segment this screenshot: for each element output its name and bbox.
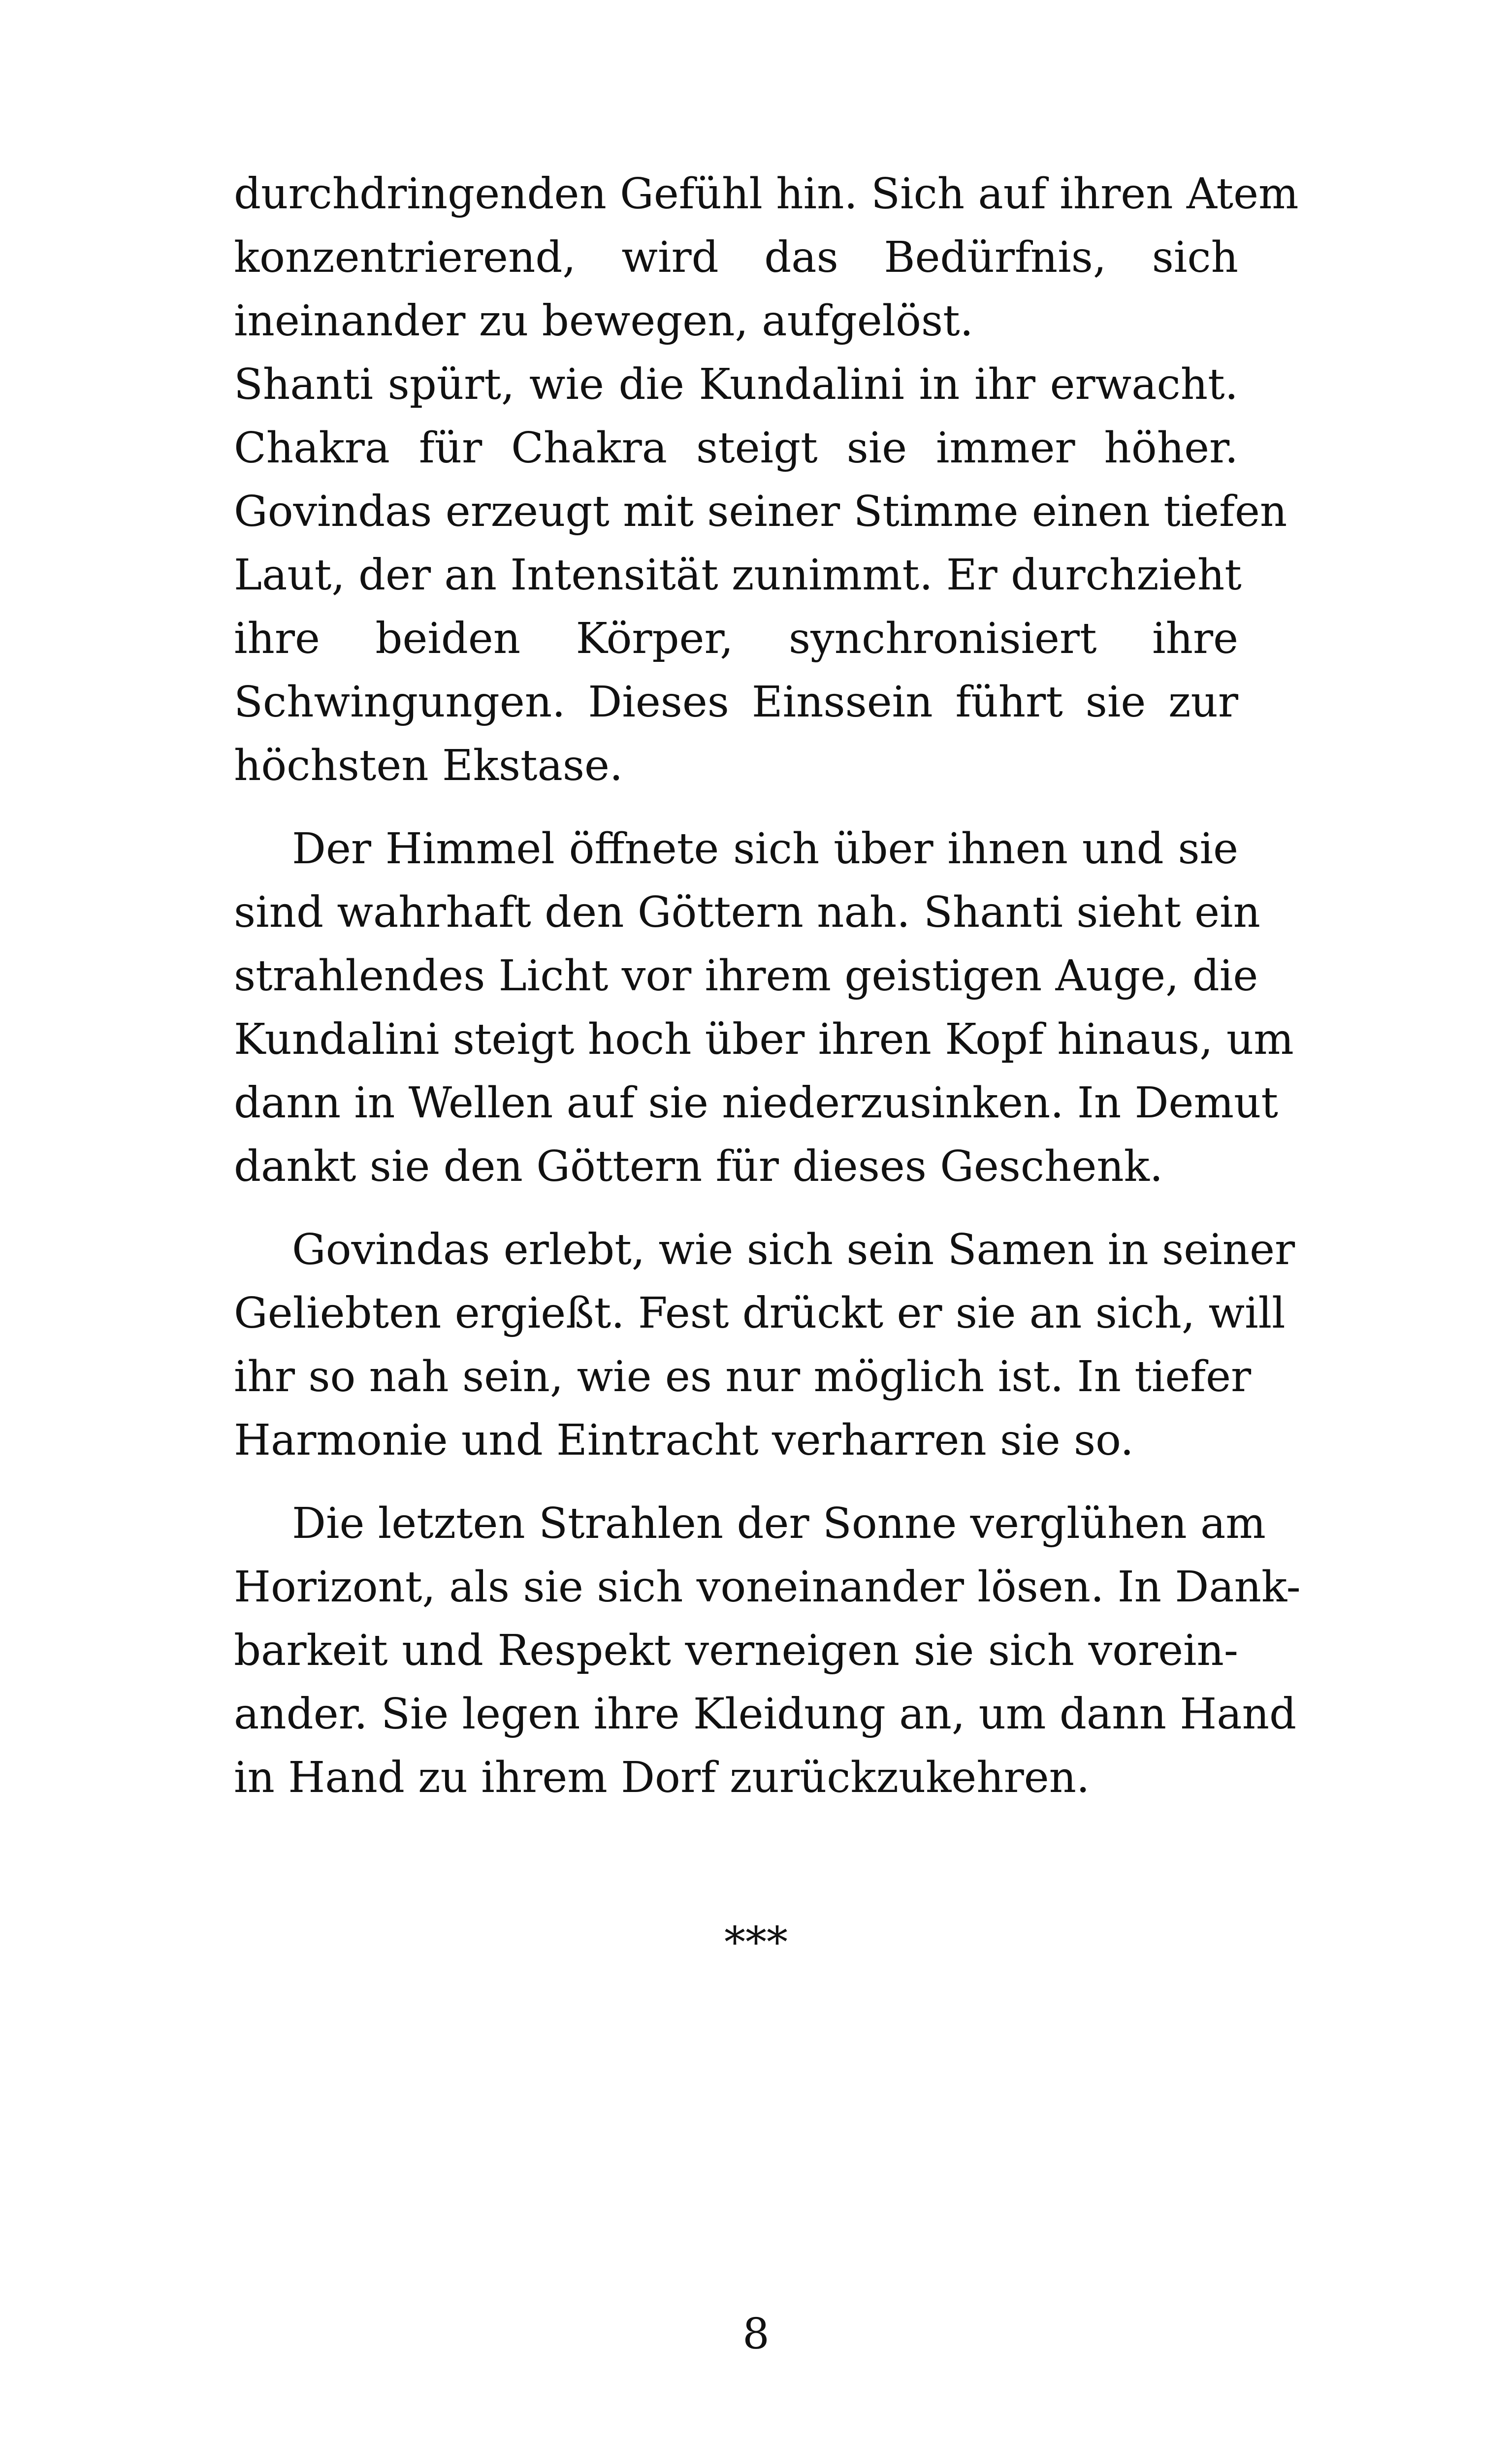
text-line: Die letzten Strahlen der Sonne verglühen am xyxy=(292,1499,1266,1548)
text-line: durchdringenden Gefühl hin. Sich auf ihren Atem xyxy=(234,169,1299,219)
text-line: dankt sie den Göttern für dieses Geschenk. xyxy=(234,1142,1163,1191)
text-line: Geliebten ergießt. Fest drückt er sie an sich, will xyxy=(234,1289,1286,1338)
paragraph-spacer xyxy=(234,1199,1238,1218)
text-line: barkeit und Respekt verneigen sie sich vorein- xyxy=(234,1626,1238,1675)
text-line: Laut, der an Intensität zunimmt. Er durchzieht xyxy=(234,551,1242,600)
text-line: strahlendes Licht vor ihrem geistigen Auge, die xyxy=(234,951,1258,1001)
paragraph-4 xyxy=(234,1492,1301,1810)
text-line: ihre beiden Körper, synchronisiert ihre xyxy=(234,614,1238,663)
text-line: Chakra für Chakra steigt sie immer höher. xyxy=(234,423,1238,473)
paragraph-spacer xyxy=(234,798,1238,817)
page-number: 8 xyxy=(742,2310,770,2359)
text-line: Schwingungen. Dieses Einssein führt sie zur xyxy=(234,678,1238,727)
text-line: ineinander zu bewegen, aufgelöst. xyxy=(234,296,973,346)
text-line: Govindas erzeugt mit seiner Stimme einen tiefen xyxy=(234,487,1287,536)
text-line: Horizont, als sie sich voneinander lösen. In Dank- xyxy=(234,1563,1301,1612)
text-line: höchsten Ekstase. xyxy=(234,741,623,790)
book-page-body xyxy=(234,163,1301,1810)
paragraph-1 xyxy=(234,163,1299,798)
text-line: Harmonie und Eintracht verharren sie so. xyxy=(234,1416,1134,1465)
paragraph-2 xyxy=(234,817,1294,1199)
paragraph-3 xyxy=(234,1218,1295,1472)
text-line: Shanti spürt, wie die Kundalini in ihr erwacht. xyxy=(234,360,1238,409)
text-line: dann in Wellen auf sie niederzusinken. In Demut xyxy=(234,1078,1278,1128)
section-divider: *** xyxy=(724,1918,788,1967)
text-line: ihr so nah sein, wie es nur möglich ist. In tiefer xyxy=(234,1352,1252,1401)
text-line: Der Himmel öffnete sich über ihnen und sie xyxy=(292,824,1238,874)
text-line: Kundalini steigt hoch über ihren Kopf hinaus, um xyxy=(234,1015,1294,1064)
text-line: konzentrierend, wird das Bedürfnis, sich xyxy=(234,233,1238,282)
text-line: Govindas erlebt, wie sich sein Samen in seiner xyxy=(292,1225,1295,1274)
text-line: ander. Sie legen ihre Kleidung an, um dann Hand xyxy=(234,1690,1297,1739)
paragraph-spacer xyxy=(234,1472,1238,1492)
text-line: in Hand zu ihrem Dorf zurückzukehren. xyxy=(234,1753,1090,1802)
text-line: sind wahrhaft den Göttern nah. Shanti sieht ein xyxy=(234,888,1260,937)
